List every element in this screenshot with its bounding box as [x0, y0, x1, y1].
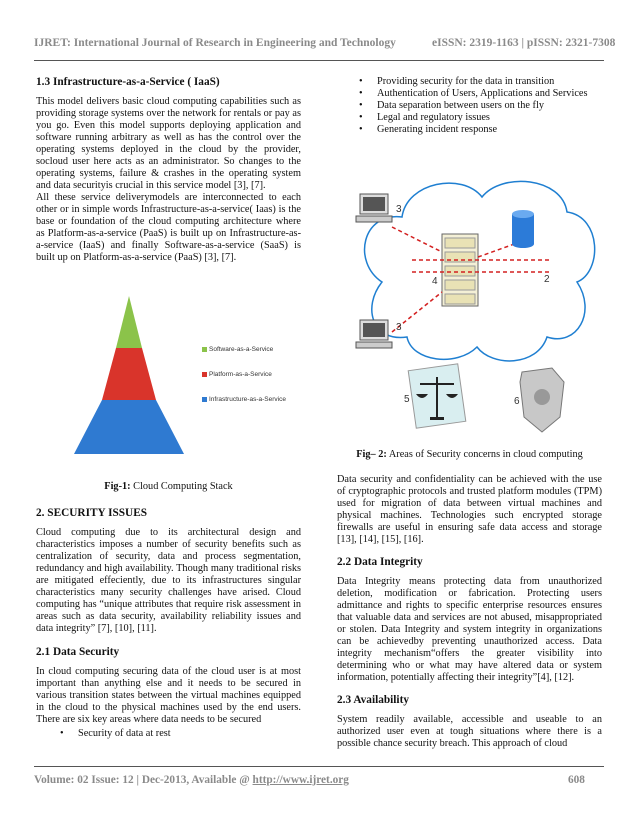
paragraph-security: Cloud computing due to its architectural design and characteristics imposes a number of security benefits such as centralization of security, data and process segmentation, redundancy and high availability. Though many traditional risks are mitigated effeciently, due to its infrastructures singular characteristics many security challenges have arised. Cloud computing has “unique attributes that require risk assessment in areas such as data security, availability reliability issues and data integrity” [7], [10], [11].: [36, 527, 301, 634]
pyramid-layer-paas: [102, 348, 156, 400]
paragraph-iaas-2: All these service deliverymodels are interconnected to each other or in simple words Infrastructure-as-a-service( Iaas) is the base or foundation of the cloud computing architecture where as Platform-as-a-service (PaaS) is built up on Infrastructure-as-a-service (IaaS) and finally Software-as-a-service (SaaS) is built up on Platform-as-a-service (PaaS) [3], [7].: [36, 192, 301, 263]
page-number: 608: [568, 774, 585, 786]
legend-swatch: [202, 397, 207, 402]
list-item: • Authentication of Users, Applications and Services: [359, 88, 602, 100]
footer-volume: Volume: 02 Issue: 12 | Dec-2013, Available @: [34, 774, 253, 786]
pyramid-chart: [74, 296, 194, 456]
scales-of-justice-icon: [408, 364, 466, 428]
figure-security-areas: [352, 172, 600, 442]
legend-item-paas: Platform-as-a-Service: [202, 369, 286, 379]
server-rack-icon: [442, 234, 478, 306]
right-column-top: [337, 76, 602, 136]
legend-swatch: [202, 347, 207, 352]
database-icon: [512, 210, 534, 248]
right-column-bottom: [337, 474, 602, 750]
legend-item-saas: Software-as-a-Service: [202, 344, 286, 354]
left-column-bottom: [36, 507, 301, 740]
police-badge-icon: [520, 368, 564, 432]
footer-link[interactable]: http://www.ijret.org: [252, 774, 349, 786]
section-heading-iaas: 1.3 Infrastructure-as-a-Service ( IaaS): [36, 76, 220, 88]
left-column-top: [36, 76, 301, 264]
section-heading-data-integrity: 2.2 Data Integrity: [337, 556, 423, 568]
figure-2-caption: Fig– 2: Areas of Security concerns in cloud computing: [356, 449, 583, 460]
pyramid-legend: [202, 344, 286, 404]
paragraph-data-confidentiality: Data security and confidentiality can be achieved with the use of cryptographic protocols and trusted platform modules (TPM) used for migration of data between virtual machines and physical machines. Technologies such encrypted storage firewalls are useful in ensuring safe data access and storage [13], [14], [15], [16].: [337, 474, 602, 545]
issn-text: eISSN: 2319-1163 | pISSN: 2321-7308: [432, 37, 616, 49]
journal-title: IJRET: International Journal of Research in Engineering and Technology: [34, 37, 396, 49]
list-item: • Security of data at rest: [60, 728, 301, 740]
pyramid-layer-iaas: [74, 400, 184, 454]
computer-icon: [356, 320, 392, 348]
paragraph-data-security: In cloud computing securing data of the cloud user is at most important than anything else and it needs to be secured in various transition states between the virtual machines equipped in the cloud to the physical machines used by the end users. There are six key areas where data needs to be secured: [36, 666, 301, 725]
diagram-label: 6: [514, 396, 520, 407]
running-header: [34, 37, 616, 49]
diagram-label: 4: [432, 276, 438, 287]
computer-icon: [356, 194, 392, 222]
list-item: • Generating incident response: [359, 124, 602, 136]
pyramid-layer-saas: [116, 296, 142, 348]
list-item: • Providing security for the data in transition: [359, 76, 602, 88]
diagram-label: 5: [404, 394, 410, 405]
bullet-list-left: [60, 728, 301, 740]
section-heading-data-security: 2.1 Data Security: [36, 646, 120, 658]
page-footer: [34, 774, 608, 786]
header-rule: [34, 60, 604, 61]
section-heading-availability: 2.3 Availability: [337, 694, 409, 706]
legend-swatch: [202, 372, 207, 377]
list-item: • Legal and regulatory issues: [359, 112, 602, 124]
diagram-label: 2: [544, 274, 550, 285]
diagram-label: 3: [396, 204, 402, 215]
diagram-label: 3: [396, 322, 402, 333]
paragraph-data-integrity: Data Integrity means protecting data from unauthorized deletion, modification or fabrication. Protecting users admittance and rights to specific enterprise resources ensures that valuable data and services are not abused, misappropriated or stolen. Data Integrity and system integrity in organizations can be achievedby preventing unauthorized access. Data integrity mechanism“offers the greater visibility into determining who or what may have altered data or system information, potentially affecting their integrity”[4], [12].: [337, 576, 602, 683]
paragraph-availability: System readily available, accessible and useable to an authorized user even at tough situations where there is a possible chance security breach. This approach of cloud: [337, 714, 602, 749]
legend-item-iaas: Infrastructure-as-a-Service: [202, 394, 286, 404]
figure-cloud-stack: [74, 296, 294, 456]
footer-rule: [34, 766, 604, 767]
bullet-list-right: [359, 76, 602, 136]
list-item: • Data separation between users on the fly: [359, 100, 602, 112]
paragraph-iaas-1: This model delivers basic cloud computing capabilities such as providing storage systems over the network for rentals or pay as you go. Even this model supports deploying application and software running arbitrary as well as has the control over the operating systems deployed in the cloud by the provider, socloud user here acts as an administrator. So changes to the operating systems, failure & crashes in the operating system and data securityis crucial in this service model [3], [7].: [36, 96, 301, 191]
section-heading-security: 2. SECURITY ISSUES: [36, 507, 148, 519]
cloud-diagram: [352, 172, 600, 442]
figure-1-caption: Fig-1: Cloud Computing Stack: [104, 481, 233, 492]
